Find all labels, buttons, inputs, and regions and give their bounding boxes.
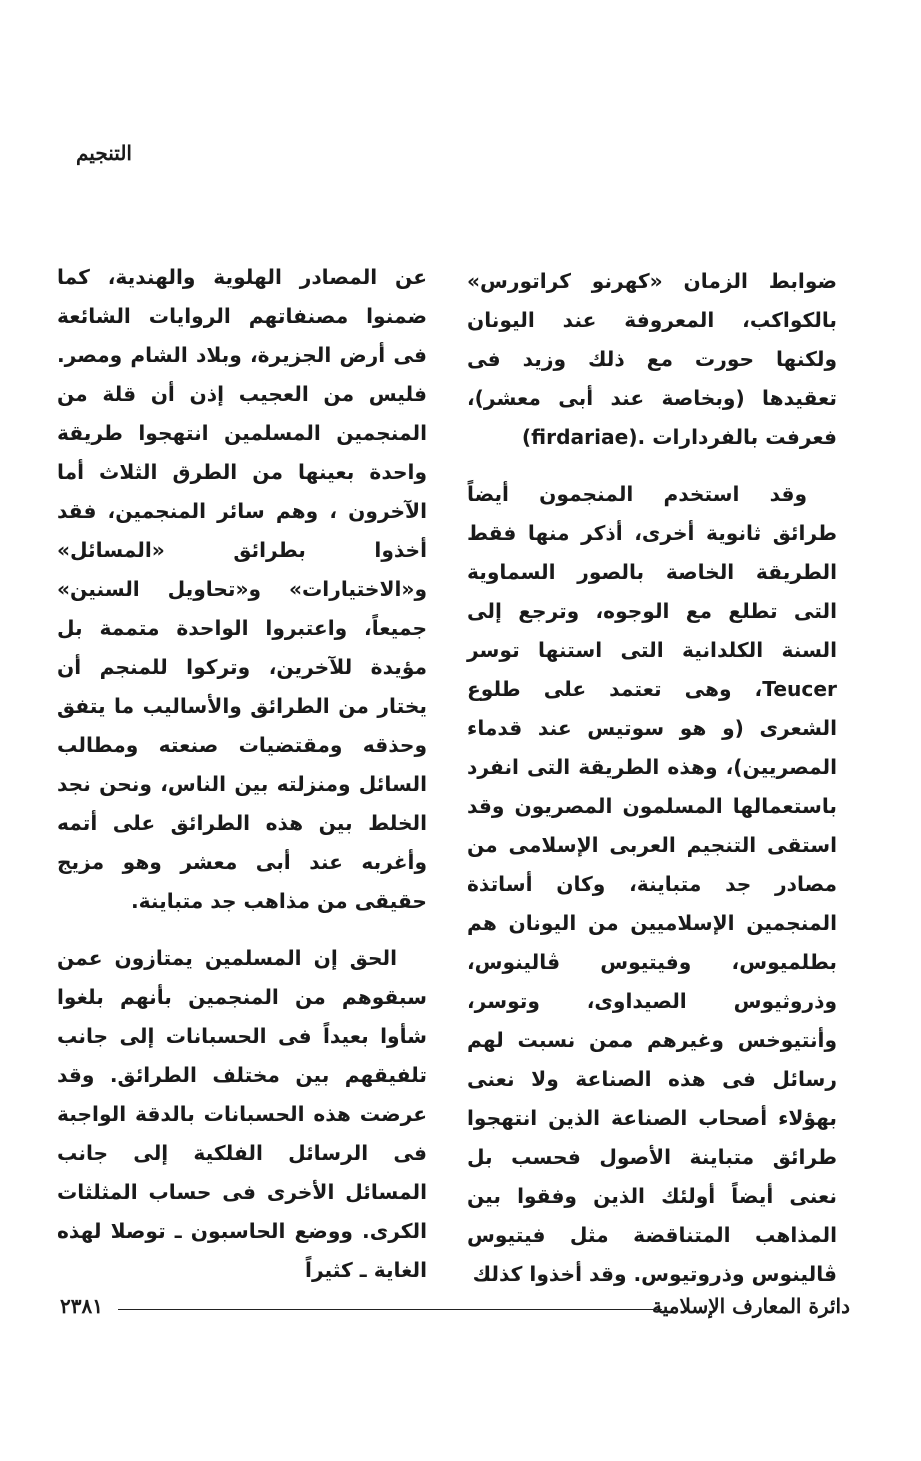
paragraph-text: ضوابط الزمان «كهرنو كراتورس» بالكواكب، المعروفة عند اليونان ولكنها حورت مع ذلك وزيد فى تعقيدها (وبخاصة عند أبى معشر)، فعرفت بالفردارات	[467, 269, 837, 449]
page-number: ٢٣٨١	[60, 1294, 103, 1318]
paragraph: عن المصادر الهلوية والهندية، كما ضمنوا مصنفاتهم الروايات الشائعة فى أرض الجزيرة، وبلاد الشام ومصر. فليس من العجيب إذن أن قلة من المنجمين المسلمين انتهجوا طريقة واحدة بعينها من الطرق الثلاث أما الآخرون ، وهم سائر المنجمين، فقد أخذوا بطرائق «المسائل» و«الاختيارات» و«تحاويل السنين» جميعاً، واعتبروا الواحدة متممة بل مؤيدة للآخرين، وتركوا للمنجم أن يختار من الطرائق والأساليب ما يتفق وحذقه ومقتضيات صنعته ومطالب السائل ومنزلته بين الناس، ونحن نجد الخلط بين هذه الطرائق على أتمه وأغربه عند أبى معشر وهو مزيج حقيقى من مذاهب جد متباينة.	[57, 265, 427, 913]
footer-rule	[118, 1309, 662, 1310]
paragraph: الحق إن المسلمين يمتازون عمن سبقوهم من المنجمين بأنهم بلغوا شأوا بعيداً فى الحسبانات إلى جانب تلفيقهم بين مختلف الطرائق. وقد عرضت هذه الحسبانات بالدقة الواجبة فى الرسائل الفلكية إلى جانب المسائل الأخرى فى حساب المثلثات الكرى. ووضع الحاسبون ـ توصلا لهذه الغاية ـ كثيراً	[57, 946, 427, 1282]
latin-term: Teucer	[762, 677, 837, 701]
paragraph	[467, 262, 837, 457]
latin-term: (firdariae).	[521, 425, 646, 449]
left-column	[57, 258, 427, 1290]
paragraph-text: وقد استخدم المنجمون أيضاً طرائق ثانوية أخرى، أذكر منها فقط الطريقة الخاصة بالصور السماوية التى تطلع مع الوجوه، وترجع إلى السنة الكلدانية التى استنها توسر	[467, 482, 837, 662]
running-head: التنجيم	[76, 141, 132, 165]
right-column	[467, 262, 837, 1294]
footer-title: دائرة المعارف الإسلامية	[652, 1294, 850, 1318]
paragraph	[467, 475, 837, 1294]
page-footer	[50, 1294, 850, 1324]
paragraph-text: ، وهى تعتمد على طلوع الشعرى (و هو سوتيس عند قدماء المصريين)، وهذه الطريقة التى انفرد باستعمالها المسلمون المصريون وقد استقى التنجيم العربى الإسلامى من مصادر جد متباينة، وكان أساتذة المنجمين الإسلاميين من اليونان هم بطلميوس، وفيتيوس ڤالينوس، وذروثيوس الصيداوى، وتوسر، وأنتيوخس وغيرهم ممن نسبت لهم رسائل فى هذه الصناعة ولا نعنى بهؤلاء أصحاب الصناعة الذين انتهجوا طرائق متباينة الأصول فحسب بل نعنى أيضاً أولئك الذين وفقوا بين المذاهب المتناقضة مثل فيتيوس ڤالينوس وذروتيوس. وقد أخذوا كذلك	[467, 677, 837, 1286]
